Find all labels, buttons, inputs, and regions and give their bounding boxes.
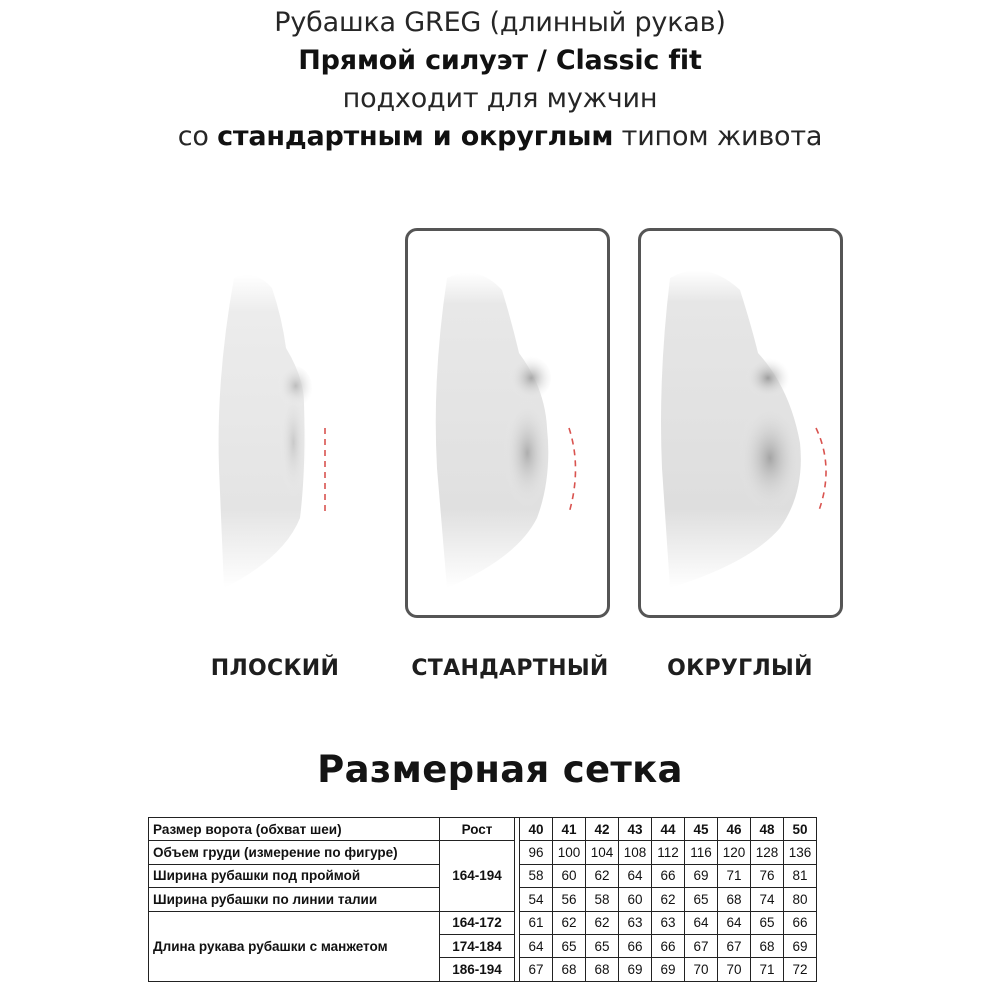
table-cell: 74 (751, 888, 784, 911)
table-cell: 48 (751, 818, 784, 841)
belly-types-bold: стандартным и округлым (217, 121, 614, 152)
table-cell: 68 (751, 934, 784, 957)
table-cell: 45 (685, 818, 718, 841)
table-cell: 64 (520, 934, 553, 957)
table-cell: 63 (652, 911, 685, 934)
table-cell: 60 (553, 864, 586, 887)
table-cell: 58 (520, 864, 553, 887)
row-label: Размер ворота (обхват шеи) (149, 818, 440, 841)
row-label: Длина рукава рубашки с манжетом (149, 911, 440, 981)
table-cell: 58 (586, 888, 619, 911)
table-cell: 63 (619, 911, 652, 934)
table-cell: 66 (652, 864, 685, 887)
table-cell: 71 (718, 864, 751, 887)
table-cell: 104 (586, 841, 619, 864)
table-cell: 64 (718, 911, 751, 934)
table-cell: 65 (586, 934, 619, 957)
fit-title: Прямой силуэт / Classic fit (298, 45, 702, 76)
table-cell: 81 (784, 864, 817, 887)
table-cell: 120 (718, 841, 751, 864)
table-cell: 56 (553, 888, 586, 911)
table-row (149, 818, 817, 841)
belly-type-text: со стандартным и округлым типом живота (177, 121, 823, 152)
table-cell: 70 (685, 958, 718, 981)
table-cell: 70 (718, 958, 751, 981)
table-cell: 68 (586, 958, 619, 981)
table-cell: 112 (652, 841, 685, 864)
table-cell: 41 (553, 818, 586, 841)
height-range-cell: 164-172 (440, 911, 515, 934)
row-label: Ширина рубашки под проймой (149, 864, 440, 887)
height-range-cell: 174-184 (440, 934, 515, 957)
table-cell: 67 (718, 934, 751, 957)
product-title: Рубашка GREG (длинный рукав) (274, 7, 726, 38)
flat-torso-illustration (194, 228, 394, 620)
table-cell: 44 (652, 818, 685, 841)
table-cell: 69 (685, 864, 718, 887)
label-round: ОКРУГЛЫЙ (667, 656, 813, 681)
table-cell: 66 (784, 911, 817, 934)
table-cell: 42 (586, 818, 619, 841)
round-selection-frame (638, 228, 843, 618)
table-cell: 100 (553, 841, 586, 864)
table-cell: 62 (586, 864, 619, 887)
table-cell: 68 (553, 958, 586, 981)
table-cell: 62 (553, 911, 586, 934)
table-cell: 54 (520, 888, 553, 911)
table-cell: 67 (520, 958, 553, 981)
table-cell: 43 (619, 818, 652, 841)
table-cell: 65 (685, 888, 718, 911)
row-label: Ширина рубашки по линии талии (149, 888, 440, 911)
table-cell: 40 (520, 818, 553, 841)
table-cell: 60 (619, 888, 652, 911)
table-cell: 80 (784, 888, 817, 911)
table-cell: 69 (652, 958, 685, 981)
table-cell: 72 (784, 958, 817, 981)
height-header: Рост (440, 818, 515, 841)
table-cell: 66 (619, 934, 652, 957)
row-label: Объем груди (измерение по фигуре) (149, 841, 440, 864)
product-header (0, 4, 1000, 156)
table-cell: 71 (751, 958, 784, 981)
table-cell: 62 (586, 911, 619, 934)
label-flat: ПЛОСКИЙ (210, 656, 340, 681)
table-cell: 128 (751, 841, 784, 864)
table-cell: 76 (751, 864, 784, 887)
table-cell: 65 (751, 911, 784, 934)
label-standard: СТАНДАРТНЫЙ (411, 656, 609, 681)
size-chart-table (148, 817, 817, 982)
table-cell: 62 (652, 888, 685, 911)
table-cell: 96 (520, 841, 553, 864)
table-cell: 46 (718, 818, 751, 841)
table-cell: 68 (718, 888, 751, 911)
table-cell: 69 (784, 934, 817, 957)
table-cell: 108 (619, 841, 652, 864)
table-cell: 69 (619, 958, 652, 981)
height-range-cell: 186-194 (440, 958, 515, 981)
table-row (149, 841, 817, 864)
height-range-cell: 164-194 (440, 841, 515, 911)
table-cell: 65 (553, 934, 586, 957)
table-row (149, 911, 817, 934)
table-cell: 64 (685, 911, 718, 934)
table-cell: 66 (652, 934, 685, 957)
standard-selection-frame (405, 228, 610, 618)
table-cell: 116 (685, 841, 718, 864)
table-cell: 50 (784, 818, 817, 841)
table-cell: 64 (619, 864, 652, 887)
size-chart-title: Размерная сетка (317, 748, 683, 791)
table-cell: 136 (784, 841, 817, 864)
table-cell: 67 (685, 934, 718, 957)
suits-text: подходит для мужчин (342, 83, 658, 114)
table-cell: 61 (520, 911, 553, 934)
